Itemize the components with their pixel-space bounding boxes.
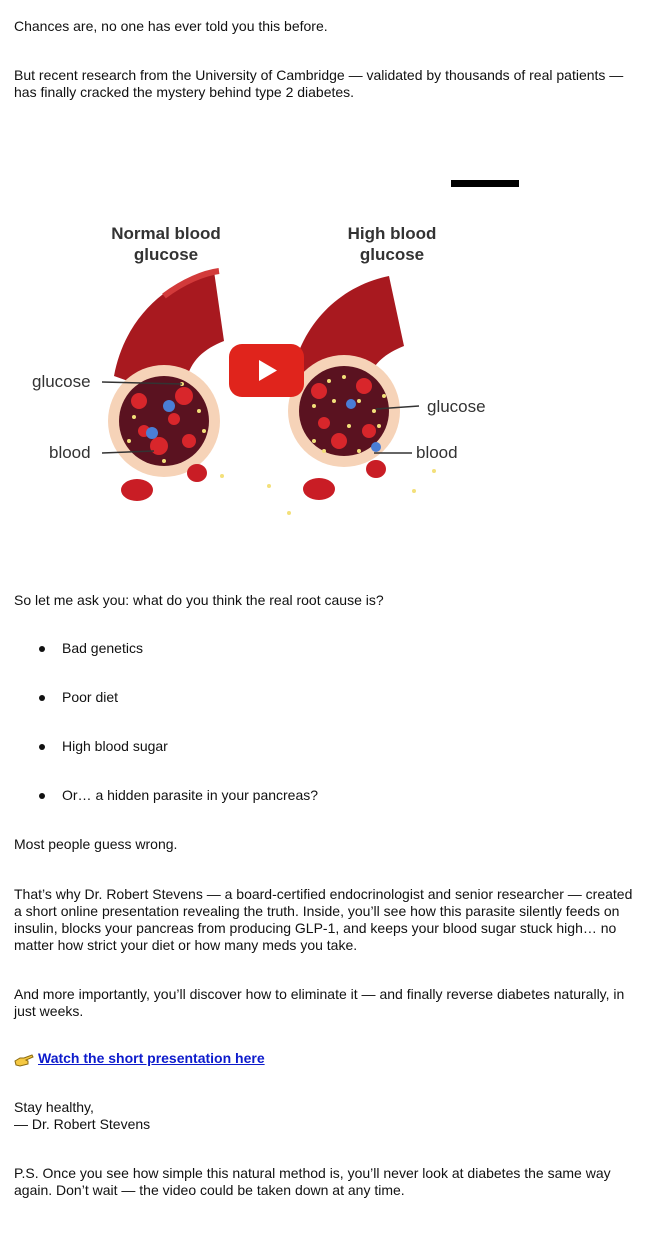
video-player[interactable] xyxy=(14,201,519,561)
video-top-bar xyxy=(451,180,519,187)
intro-text: Chances are, no one has ever told you this before. xyxy=(14,18,328,34)
label-normal-line1: Normal blood xyxy=(111,224,221,243)
list-item: High blood sugar xyxy=(14,738,614,756)
signoff-line2: — Dr. Robert Stevens xyxy=(14,1116,151,1132)
play-icon xyxy=(229,344,304,397)
pointing-hand-icon xyxy=(14,1052,34,1068)
research-text: But recent research from the University of Cambridge — validated by thousands of real patients — has finally cracked the mystery behind type 2 diabetes. xyxy=(14,67,624,100)
watch-presentation-link[interactable]: Watch the short presentation here xyxy=(38,1050,265,1066)
explanation-text: That’s why Dr. Robert Stevens — a board-certified endocrinologist and senior researcher — created a short online presentation revealing the truth. Inside, you’ll see how this parasite silently feeds on insulin, blocks your pancreas from producing GLP-1, and keeps your blood sugar stuck high… no matter how strict your diet or how many meds you take. xyxy=(14,886,633,953)
label-normal-line2: glucose xyxy=(133,245,199,264)
signoff-line1: Stay healthy, xyxy=(14,1099,94,1115)
ps-text: P.S. Once you see how simple this natural method is, you’ll never look at diabetes the same way again. Don’t wait — the video could be taken down at any time. xyxy=(14,1165,611,1198)
list-item: Poor diet xyxy=(14,689,614,707)
label-high-line2: glucose xyxy=(359,245,425,264)
play-button[interactable] xyxy=(229,344,304,397)
label-glucose-left: glucose xyxy=(32,372,91,391)
importance-text: And more importantly, you’ll discover how to eliminate it — and finally reverse diabetes naturally, in just weeks. xyxy=(14,986,625,1019)
list-item: Bad genetics xyxy=(14,640,614,658)
label-glucose-right: glucose xyxy=(427,397,486,416)
label-blood-left: blood xyxy=(49,443,91,462)
label-blood-right: blood xyxy=(416,443,458,462)
guess-text: Most people guess wrong. xyxy=(14,836,178,852)
list-item: Or… a hidden parasite in your pancreas? xyxy=(14,787,614,805)
question-text: So let me ask you: what do you think the real root cause is? xyxy=(14,592,384,608)
label-high-line1: High blood xyxy=(347,224,437,243)
